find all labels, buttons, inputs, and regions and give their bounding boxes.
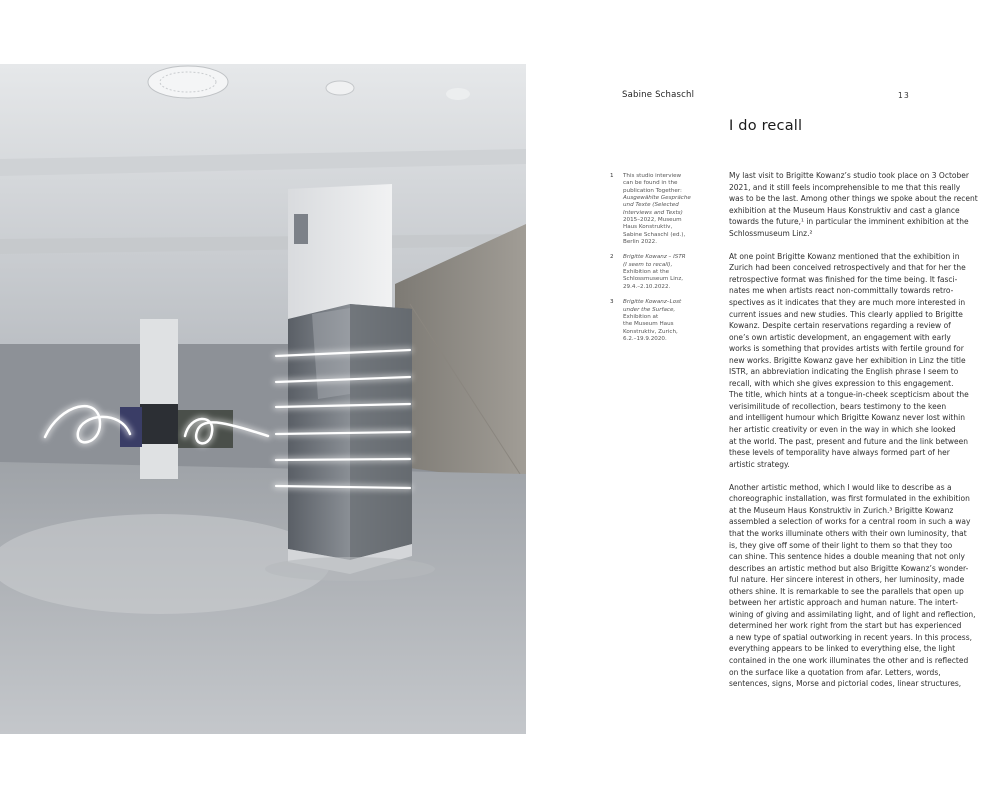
text-line: Kowanz. Despite certain reservations regarding a review of	[729, 321, 951, 331]
text-line: her artistic creativity or even in the way in which she looked	[729, 425, 956, 435]
footnote	[610, 299, 720, 343]
footnote	[610, 173, 720, 246]
footnote-line: can be found in the	[623, 180, 678, 187]
footnote-line: the Museum Haus	[623, 321, 674, 328]
footnote-line: Ausgewählte Gespräche	[623, 195, 691, 202]
text-line: was to be the last. Among other things we spoke about the recent	[729, 194, 978, 204]
footnote-line: (I seem to recall),	[623, 261, 673, 268]
footnote-line: Schlossmuseum Linz,	[623, 276, 684, 283]
text-line: one’s own artistic development, an engagement with early	[729, 332, 951, 342]
body-paragraph	[729, 251, 999, 470]
footnote-line: Exhibition at	[623, 313, 659, 320]
text-line: Zurich had been conceived retrospectively and that for her the	[729, 263, 966, 273]
text-line: sentences, signs, Morse and pictorial codes, linear structures,	[729, 679, 962, 689]
text-line: 2021, and it still feels incomprehensible to me that this really	[729, 182, 961, 192]
body-paragraph	[729, 482, 999, 690]
text-line: current issues and new studies. This clearly applied to Brigitte	[729, 309, 963, 319]
footnote-line: Interviews and Texts)	[623, 209, 683, 216]
footnote-line: under the Surface,	[623, 306, 676, 313]
text-line: new works. Brigitte Kowanz gave her exhibition in Linz the title	[729, 355, 966, 365]
text-line: At one point Brigitte Kowanz mentioned that the exhibition in	[729, 251, 960, 261]
footnote-number: 1	[610, 173, 614, 179]
text-line: describes an artistic method but also Brigitte Kowanz’s wonder-	[729, 563, 969, 573]
footnote-line: Haus Konstruktiv,	[623, 224, 673, 231]
text-line: exhibition at the Museum Haus Konstruktiv and cast a glance	[729, 205, 960, 215]
footnote-number: 3	[610, 299, 614, 306]
text-line: nates me when artists react non-committally towards retro-	[729, 286, 954, 296]
running-header-author: Sabine Schaschl	[622, 90, 695, 100]
text-line: can shine. This sentence hides a double meaning that not only	[729, 552, 965, 562]
essay-body	[729, 170, 999, 701]
essay-title: I do recall	[729, 118, 803, 134]
text-line: determined her work right from the start but has experienced	[729, 621, 962, 631]
text-line: retrospective format was finished for the time being. It fasci-	[729, 274, 958, 284]
text-line: ful nature. Her sincere interest in others, her luminosity, made	[729, 575, 965, 585]
text-line: recall, with which she gives expression to this engagement.	[729, 378, 954, 388]
footnote-line: und Texte (Selected	[623, 202, 679, 209]
footnote-line: Konstruktiv, Zurich,	[623, 328, 678, 335]
text-line: everything appears to be linked to everything else, the light	[729, 644, 956, 654]
footnotes-column	[610, 173, 720, 351]
footnote-line: This studio interview	[623, 173, 682, 179]
footnote-line: 2015–2022, Museum	[623, 217, 682, 224]
text-line: verisimilitude of recollection, bears testimony to the keen	[729, 401, 947, 411]
text-line: ISTR, an abbreviation indicating the English phrase I seem to	[729, 367, 959, 377]
footnote-line: 6.2.–19.9.2020.	[623, 335, 667, 342]
footnote-line: Sabine Schaschl (ed.),	[623, 231, 686, 238]
text-line: a new type of spatial outworking in recent years. In this process,	[729, 632, 972, 642]
text-line: wining of giving and assimilating light, and of light and reflection,	[729, 609, 976, 619]
page-number: 13	[898, 91, 910, 100]
text-line: at the Museum Haus Konstruktiv in Zurich.³ Brigitte Kowanz	[729, 505, 954, 515]
text-line: The title, which hints at a tongue-in-cheek scepticism about the	[729, 390, 969, 400]
text-line: spectives as it indicates that they are much more interested in	[729, 298, 966, 308]
text-line: others shine. It is remarkable to see the parallels that open up	[729, 586, 964, 596]
body-paragraph	[729, 170, 999, 239]
text-line: choreographic installation, was first formulated in the exhibition	[729, 494, 970, 504]
text-line: Another artistic method, which I would like to describe as a	[729, 482, 952, 492]
text-line: is, they give off some of their light to them so that they too	[729, 540, 953, 550]
text-line: on the surface like a quotation from afar. Letters, words,	[729, 667, 941, 677]
text-line: assembled a selection of works for a central room in such a way	[729, 517, 971, 527]
footnote-line: Berlin 2022.	[623, 239, 658, 246]
footnote-line: publication Together:	[623, 187, 682, 194]
text-line: artistic strategy.	[729, 459, 790, 469]
text-line: My last visit to Brigitte Kowanz’s studio took place on 3 October	[729, 171, 969, 180]
text-line: towards the future,¹ in particular the imminent exhibition at the	[729, 217, 969, 227]
footnote-line: 29.4.–2.10.2022.	[623, 283, 671, 290]
text-line: works is something that provides artists with fertile ground for	[729, 344, 964, 354]
footnote	[610, 254, 720, 291]
text-line: that the works illuminate others with their own luminosity, that	[729, 528, 967, 538]
text-line: at the world. The past, present and future and the link between	[729, 436, 968, 446]
text-line: these levels of temporality have always formed part of her	[729, 448, 950, 458]
footnote-number: 2	[610, 254, 614, 261]
footnote-line: Exhibition at the	[623, 269, 670, 276]
text-line: Schlossmuseum Linz.²	[729, 228, 813, 238]
text-line: contained in the one work illuminates the other and is reflected	[729, 655, 969, 665]
footnote-line: Brigitte Kowanz–Lost	[623, 299, 682, 306]
footnote-line: Brigitte Kowanz – ISTR	[623, 254, 686, 261]
gallery-installation-photo	[0, 64, 526, 734]
text-line: between her artistic approach and human nature. The intert-	[729, 598, 959, 608]
text-line: and intelligent humour which Brigitte Kowanz never lost within	[729, 413, 965, 423]
